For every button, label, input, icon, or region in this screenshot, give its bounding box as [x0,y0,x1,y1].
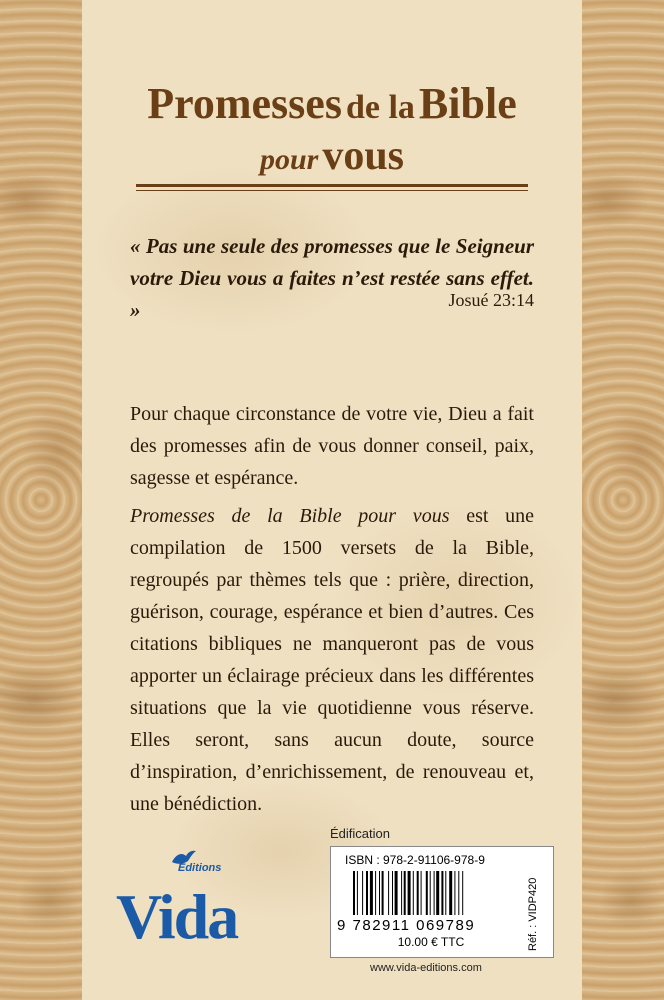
isbn-text: ISBN : 978-2-91106-978-9 [345,853,485,867]
title-word-promesses: Promesses [147,79,342,128]
barcode-bar [436,871,439,915]
subtitle-vous: vous [322,133,405,179]
description-paragraph-1: Pour chaque circonstance de votre vie, Dieu a fait des promesses afin de vous donner conseil, paix, sagesse et espérance. [130,403,534,489]
price-text: 10.00 € TTC [397,935,465,949]
barcode-bar [413,871,414,915]
barcode-bar [449,871,452,915]
barcode-bar [445,871,446,915]
barcode-bar [357,871,358,915]
subtitle-pour: pour [259,143,319,176]
barcode-bar [458,871,459,915]
barcode-bar [462,871,463,915]
barcode-bar [370,871,373,915]
barcode-bar [353,871,355,915]
barcode-bar [441,871,443,915]
barcode-bar [379,871,380,915]
barcode-bar [375,871,376,915]
title-rule-thick [136,184,528,187]
barcode-bar [454,871,455,915]
barcode-bar [421,871,422,915]
barcode-bar [366,871,368,915]
barcode-bar [426,871,428,915]
book-subtitle [82,132,582,180]
book-title [82,78,582,129]
barcode-bar [401,871,402,915]
barcode-bar [392,871,393,915]
wood-border-right [582,0,664,1000]
barcode-bar [417,871,419,915]
barcode-bar [382,871,384,915]
back-cover-panel [82,0,582,1000]
barcode-bar [404,871,406,915]
title-word-de-la: de la [345,89,415,126]
vida-logo [116,858,266,952]
bible-verse-quote: « Pas une seule des promesses que le Seigneur votre Dieu vous a faites n’est restée sans effet. » [130,234,534,322]
description-paragraph-2-rest: est une compilation de 1500 versets de la Bible, regroupés par thèmes tels que : prière, direction, guérison, courage, espérance et bien d’autres. Ces citations bibliques ne manqueront pas de vous apporter un éclairage précieux dans les différentes situations que la vie quotidienne vous réserve. Elles seront, sans aucun doute, source d’inspiration, d’enrichissement, de renouveau et, une bénédiction. [130,505,535,815]
title-rule-thin [136,190,528,191]
barcode-bar [430,871,431,915]
barcode-bar [408,871,411,915]
logo-editions: Éditions [178,862,222,874]
description-paragraph-2 [130,500,534,820]
barcode-bar [434,871,435,915]
book-title-italic: Promesses de la Bible pour vous [130,505,450,527]
description-text [130,398,534,820]
barcode-bar [395,871,398,915]
verse-reference: Josué 23:14 [448,290,534,310]
barcode-bar [388,871,389,915]
title-word-bible: Bible [418,79,517,128]
barcode-box [330,846,554,958]
barcode-digits: 9 782911 069789 [337,917,476,934]
barcode-bars [353,871,523,917]
reference-code: Réf. : VIDP420 [527,877,539,951]
barcode-bar [362,871,363,915]
website-url: www.vida-editions.com [370,962,482,974]
logo-word: Vida [116,881,238,952]
wood-border-left [0,0,82,1000]
genre-label: Édification [330,826,390,841]
